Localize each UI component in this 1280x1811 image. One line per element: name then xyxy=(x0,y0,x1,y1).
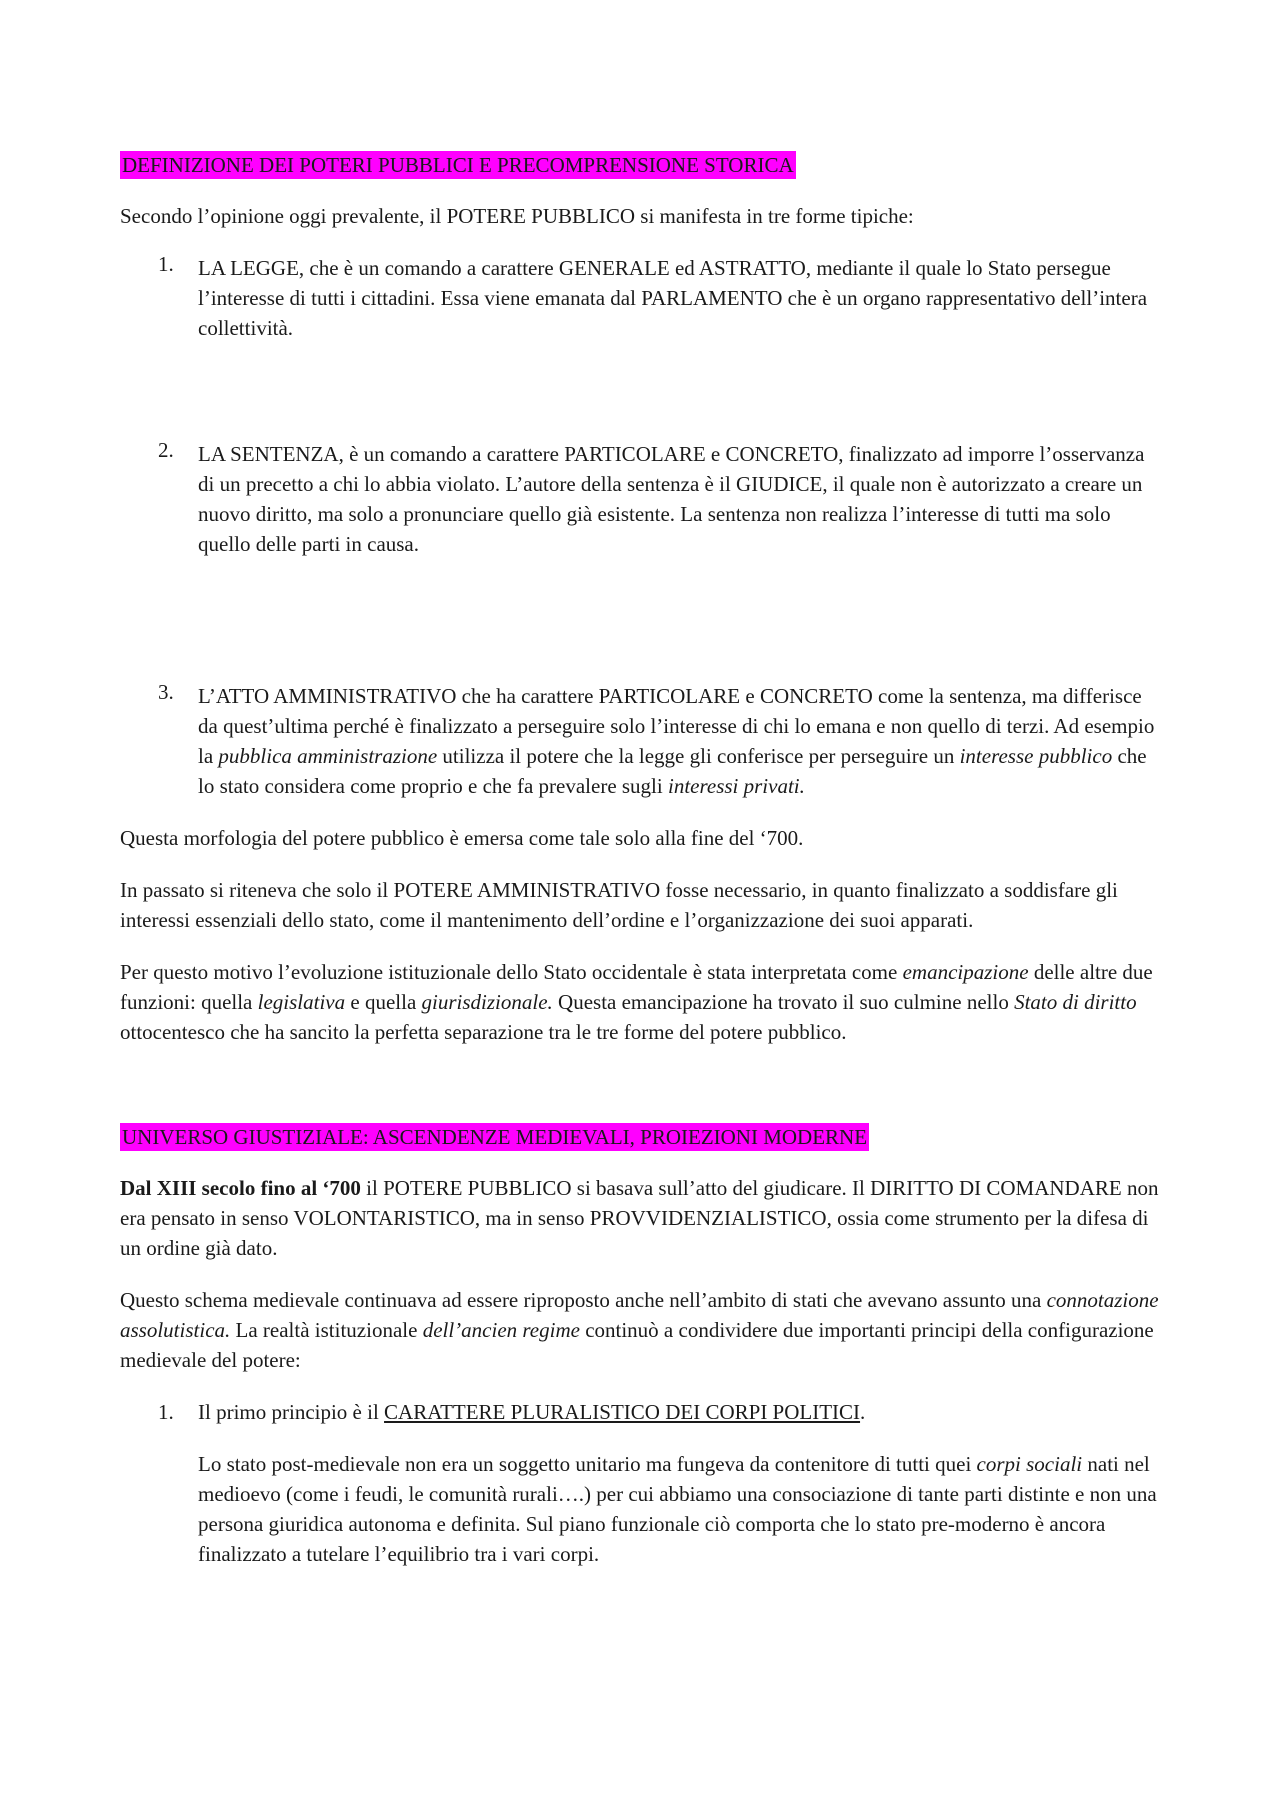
schema-paragraph: Questo schema medievale continuava ad essere riproposto anche nell’ambito di stati che avevano assunto una connotazione assolutistica. La realtà istituzionale dell’ancien regime continuò a condividere due importanti principi della configurazione medievale del potere: xyxy=(120,1288,1159,1372)
section-universo-giustiziale xyxy=(120,1122,1160,1569)
list-item xyxy=(120,681,1160,801)
passato-paragraph: In passato si riteneva che solo il POTERE AMMINISTRATIVO fosse necessario, in quanto finalizzato a soddisfare gli interessi essenziali dello stato, come il mantenimento dell’ordine e l’organizzazione dei suoi apparati. xyxy=(120,878,1118,932)
list-item xyxy=(120,439,1160,559)
list-number: 2. xyxy=(158,438,174,462)
morfologia-paragraph: Questa morfologia del potere pubblico è emersa come tale solo alla fine del ‘700. xyxy=(120,826,804,850)
list-item-text: Il primo principio è il CARATTERE PLURALISTICO DEI CORPI POLITICI. xyxy=(198,1400,866,1424)
list-number: 1. xyxy=(158,252,174,276)
list-number: 1. xyxy=(158,1400,174,1424)
list-number: 3. xyxy=(158,680,174,704)
intro-paragraph: Secondo l’opinione oggi prevalente, il POTERE PUBBLICO si manifesta in tre forme tipiche: xyxy=(120,204,914,228)
motivo-paragraph: Per questo motivo l’evoluzione istituzionale dello Stato occidentale è stata interpretata come emancipazione delle altre due funzioni: quella legislativa e quella giurisdizionale. Questa emancipazione ha trovato il suo culmine nello Stato di diritto ottocentesco che ha sancito la perfetta separazione tra le tre forme del potere pubblico. xyxy=(120,960,1153,1044)
section-definizione xyxy=(120,150,1160,1047)
forms-list xyxy=(120,253,1160,801)
xiii-paragraph: Dal XIII secolo fino al ‘700 il POTERE PUBBLICO si basava sull’atto del giudicare. Il DIRITTO DI COMANDARE non era pensato in senso VOLONTARISTICO, ma in senso PROVVIDENZIALISTICO, ossia come strumento per la difesa di un ordine già dato. xyxy=(120,1176,1159,1260)
list-item-text: LA SENTENZA, è un comando a carattere PARTICOLARE e CONCRETO, finalizzato ad imporre l’osservanza di un precetto a chi lo abbia violato. L’autore della sentenza è il GIUDICE, il quale non è autorizzato a creare un nuovo diritto, ma solo a pronunciare quello già esistente. La sentenza non realizza l’interesse di tutti ma solo quello delle parti in causa. xyxy=(198,442,1145,556)
list-item xyxy=(120,253,1160,343)
principles-list xyxy=(120,1397,1160,1427)
list-item xyxy=(120,1397,1160,1427)
document-body xyxy=(120,150,1160,1569)
list-item-text: LA LEGGE, che è un comando a carattere GENERALE ed ASTRATTO, mediante il quale lo Stato persegue l’interesse di tutti i cittadini. Essa viene emanata dal PARLAMENTO che è un organo rappresentativo dell’intera collettività. xyxy=(198,256,1148,340)
list-item-text: L’ATTO AMMINISTRATIVO che ha carattere PARTICOLARE e CONCRETO come la sentenza, ma differisce da quest’ultima perché è finalizzato a perseguire solo l’interesse di chi lo emana e non quello di terzi. Ad esempio la pubblica amministrazione utilizza il potere che la legge gli conferisce per perseguire un interesse pubblico che lo stato considera come proprio e che fa prevalere sugli interessi privati. xyxy=(198,684,1155,798)
section-heading: DEFINIZIONE DEI POTERI PUBBLICI E PRECOMPRENSIONE STORICA xyxy=(122,153,794,177)
stato-paragraph: Lo stato post-medievale non era un soggetto unitario ma fungeva da contenitore di tutti quei corpi sociali nati nel medioevo (come i feudi, le comunità rurali….) per cui abbiamo una consociazione di tante parti distinte e non una persona giuridica autonoma e definita. Sul piano funzionale ciò comporta che lo stato pre-moderno è ancora finalizzato a tutelare l’equilibrio tra i vari corpi. xyxy=(198,1452,1157,1566)
section-heading: UNIVERSO GIUSTIZIALE: ASCENDENZE MEDIEVALI, PROIEZIONI MODERNE xyxy=(122,1125,868,1149)
